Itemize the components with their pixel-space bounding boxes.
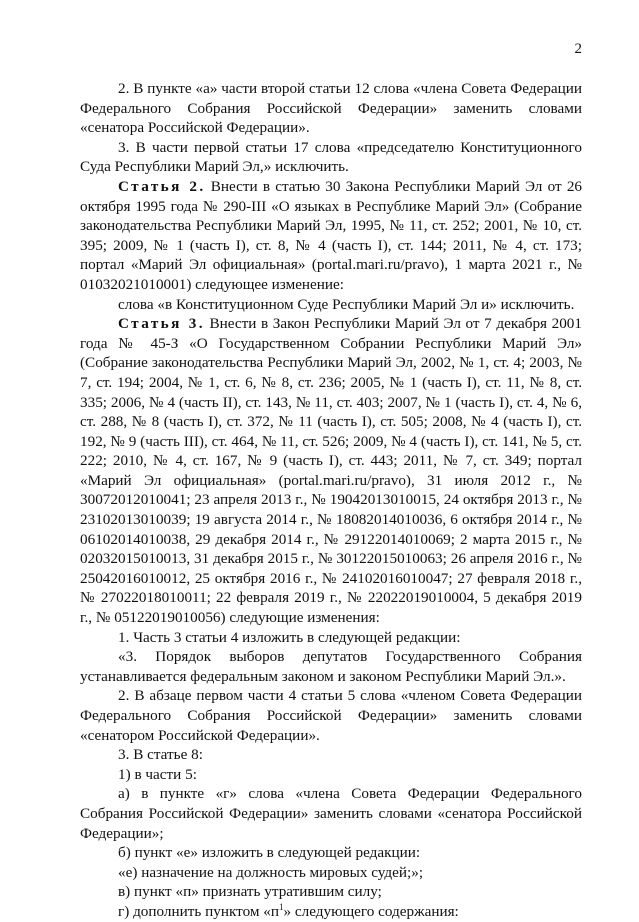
article-label: Статья 2. [118,177,206,195]
paragraph [80,79,582,138]
paragraph [80,686,582,745]
page-number: 2 [574,41,582,57]
superscript: 1 [279,901,284,912]
paragraph [80,882,582,902]
article-paragraph [80,314,582,628]
document-body [80,79,582,922]
paragraph-text: а) в пункте «г» слова «члена Совета Федерации Федерального Собрания Российской Федерации» заменить словами «сенатора Российской Федерации»; [80,785,582,842]
paragraph-text: «3. Порядок выборов депутатов Государственного Собрания устанавливается федеральным законом и законом Республики Марий Эл.». [80,648,582,685]
paragraph [80,295,582,315]
paragraph-text: 2. В абзаце первом части 4 статьи 5 слова «членом Совета Федерации Федерального Собрания Российской Федерации» заменить словами «сенатором Российской Федерации». [80,687,582,744]
paragraph [80,863,582,883]
paragraph [80,784,582,843]
paragraph [80,765,582,785]
paragraph [80,843,582,863]
paragraph-text: г) дополнить пунктом «п [118,902,280,920]
paragraph-text: 1. Часть 3 статьи 4 изложить в следующей редакции: [118,628,461,646]
paragraph [80,745,582,765]
paragraph-text: 1) в части 5: [118,765,197,783]
paragraph-text-after: » следующего содержания: [283,902,459,920]
paragraph-text: 2. В пункте «а» части второй статьи 12 слова «члена Совета Федерации Федерального Собрания Российской Федерации» заменить словами «сенатора Российской Федерации». [80,80,582,137]
paragraph-text: б) пункт «е» изложить в следующей редакции: [118,844,421,862]
article-label: Статья 3. [118,315,205,333]
paragraph-text: 3. В части первой статьи 17 слова «председателю Конституционного Суда Республики Марий Эл,» исключить. [80,138,582,176]
paragraph-text: Внести в Закон Республики Марий Эл от 7 декабря 2001 года № 45-З «О Государственном Собрании Республики Марий Эл» (Собрание законодательства Республики Марий Эл, 2002, № 1, ст. 4; 2003, № 7, ст. 194; 2004, № 1, ст. 6, № 8, ст. 236; 2005, № 1 (часть I), ст. 11, № 8, ст. 335; 2006, № 4 (часть II), ст. 143, № 11, ст. 403; 2007, № 1 (часть I), ст. 4, № 6, ст. 288, № 8 (часть I), ст. 372, № 11 (часть I), ст. 505; 2008, № 4 (часть I), ст. 192, № 9 (часть III), ст. 464, № 11, ст. 526; 2009, № 4 (часть I), ст. 141, № 5, ст. 222; 2010, № 4, ст. 167, № 9 (часть I), ст. 443; 2011, № 7, ст. 349; портал «Марий Эл официальная» (portal.mari.ru/pravo), 31 июля 2012 г., № 30072012010041; 23 апреля 2013 г., № 19042013010015, 24 октября 2013 г., № 23102013010039; 19 августа 2014 г., № 18082014010036, 6 октября 2014 г., № 06102014010038, 29 декабря 2014 г., № 29122014010069; 2 марта 2015 г., № 02032015010013, 31 декабря 2015 г., № 30122015010063; 26 апреля 2016 г., № 25042016010012, 25 октября 2016 г., № 24102016010047; 27 февраля 2018 г., № 27022018010011; 22 февраля 2019 г., № 22022019010004, 5 декабря 2019 г., № 05122019010056) следующие изменения: [80,315,582,627]
paragraph-text: слова «в Конституционном Суде Республики Марий Эл и» исключить. [118,295,575,313]
paragraph-text: Внести в статью 30 Закона Республики Марий Эл от 26 октября 1995 года № 290-III «О языках в Республике Марий Эл» (Собрание законодательства Республики Марий Эл, 1995, № 11, ст. 252; 2001, № 10, ст. 395; 2009, № 1 (часть I), ст. 8, № 4 (часть I), ст. 144; 2011, № 4, ст. 173; портал «Марий Эл официальная» (portal.mari.ru/pravo), 1 марта 2021 г., № 01032021010001) следующее изменение: [80,177,583,293]
paragraph [80,628,582,648]
paragraph [80,647,582,686]
paragraph-text: 3. В статье 8: [118,746,203,764]
article-paragraph [80,177,582,295]
paragraph-text: «е) назначение на должность мировых судей;»; [118,863,424,881]
paragraph-text: в) пункт «п» признать утратившим силу; [118,883,382,901]
paragraph [80,138,582,177]
